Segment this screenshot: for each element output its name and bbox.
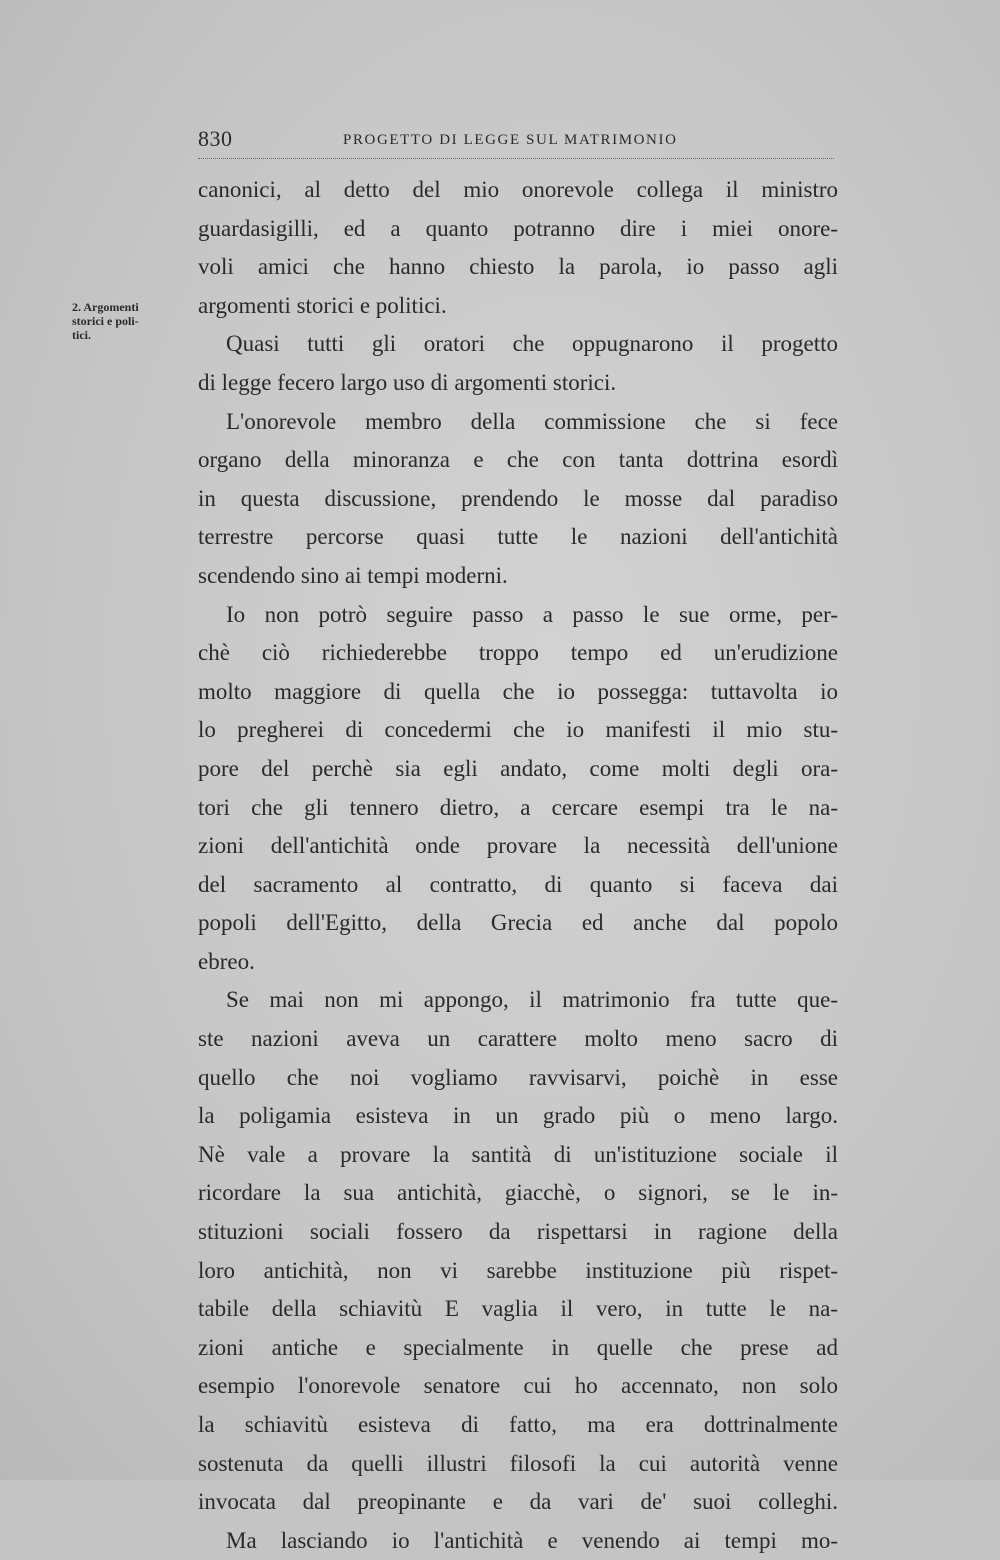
text-line: sostenuta da quelli illustri filosofi la cui autorità venne [198,1450,838,1476]
marginal-note-line: 2. Argomenti [72,300,139,314]
text-line: organo della minoranza e che con tanta dottrina esordì [198,447,838,473]
text-line: Ma lasciando io l'antichità e venendo ai tempi mo- [226,1527,838,1553]
page-number: 830 [198,126,233,151]
text-line: voli amici che hanno chiesto la parola, io passo agli [198,254,838,280]
text-line: ricordare la sua antichità, giacchè, o signori, se le in- [198,1180,838,1206]
text-line: argomenti storici e politici. [198,292,447,318]
text-line: tabile della schiavitù E vaglia il vero, in tutte le na- [198,1296,838,1322]
page-header [198,126,838,162]
text-line: zioni antiche e specialmente in quelle che prese ad [198,1334,838,1360]
text-line: L'onorevole membro della commissione che si fece [226,408,838,434]
text-line: ste nazioni aveva un carattere molto meno sacro di [198,1026,838,1052]
text-line: di legge fecero largo uso di argomenti storici. [198,369,617,395]
marginal-note-line: tici. [72,328,91,342]
body-text [198,171,838,1560]
marginal-note-line: storici e poli- [72,314,139,328]
text-line: lo pregherei di concedermi che io manifesti il mio stu- [198,717,838,743]
text-line: molto maggiore di quella che io possegga: tuttavolta io [198,678,838,704]
header-rule [198,158,834,159]
text-line: scendendo sino ai tempi moderni. [198,562,508,588]
text-line: guardasigilli, ed a quanto potranno dire i miei onore- [198,215,838,241]
text-line: esempio l'onorevole senatore cui ho accennato, non solo [198,1373,838,1399]
text-line: Nè vale a provare la santità di un'istituzione sociale il [198,1141,838,1167]
text-line: Quasi tutti gli oratori che oppugnarono il progetto [226,331,838,357]
text-line: invocata dal preopinante e da vari de' suoi colleghi. [198,1489,838,1515]
text-line: ebreo. [198,948,255,974]
text-line: Se mai non mi appongo, il matrimonio fra tutte que- [226,987,838,1013]
text-line: in questa discussione, prendendo le mosse dal paradiso [198,485,838,511]
text-line: chè ciò richiederebbe troppo tempo ed un'erudizione [198,640,838,666]
text-line: pore del perchè sia egli andato, come molti degli ora- [198,755,838,781]
text-line: Io non potrò seguire passo a passo le sue orme, per- [226,601,838,627]
text-line: canonici, al detto del mio onorevole collega il ministro [198,177,838,202]
text-line: loro antichità, non vi sarebbe instituzione più rispet- [198,1257,838,1283]
text-line: zioni dell'antichità onde provare la necessità dell'unione [198,833,838,859]
text-line: la schiavitù esisteva di fatto, ma era dottrinalmente [198,1412,838,1437]
marginal-note [72,300,192,342]
text-line: popoli dell'Egitto, della Grecia ed anche dal popolo [198,910,838,936]
text-line: tori che gli tennero dietro, a cercare esempi tra le na- [198,794,838,820]
text-line: terrestre percorse quasi tutte le nazioni dell'antichità [198,524,838,550]
text-line: del sacramento al contratto, di quanto si faceva dai [198,871,838,897]
text-line: la poligamia esisteva in un grado più o meno largo. [198,1103,838,1129]
text-line: stituzioni sociali fossero da rispettarsi in ragione della [198,1219,838,1245]
running-title: PROGETTO DI LEGGE SUL MATRIMONIO [343,132,678,148]
text-line: quello che noi vogliamo ravvisarvi, poichè in esse [198,1064,838,1090]
